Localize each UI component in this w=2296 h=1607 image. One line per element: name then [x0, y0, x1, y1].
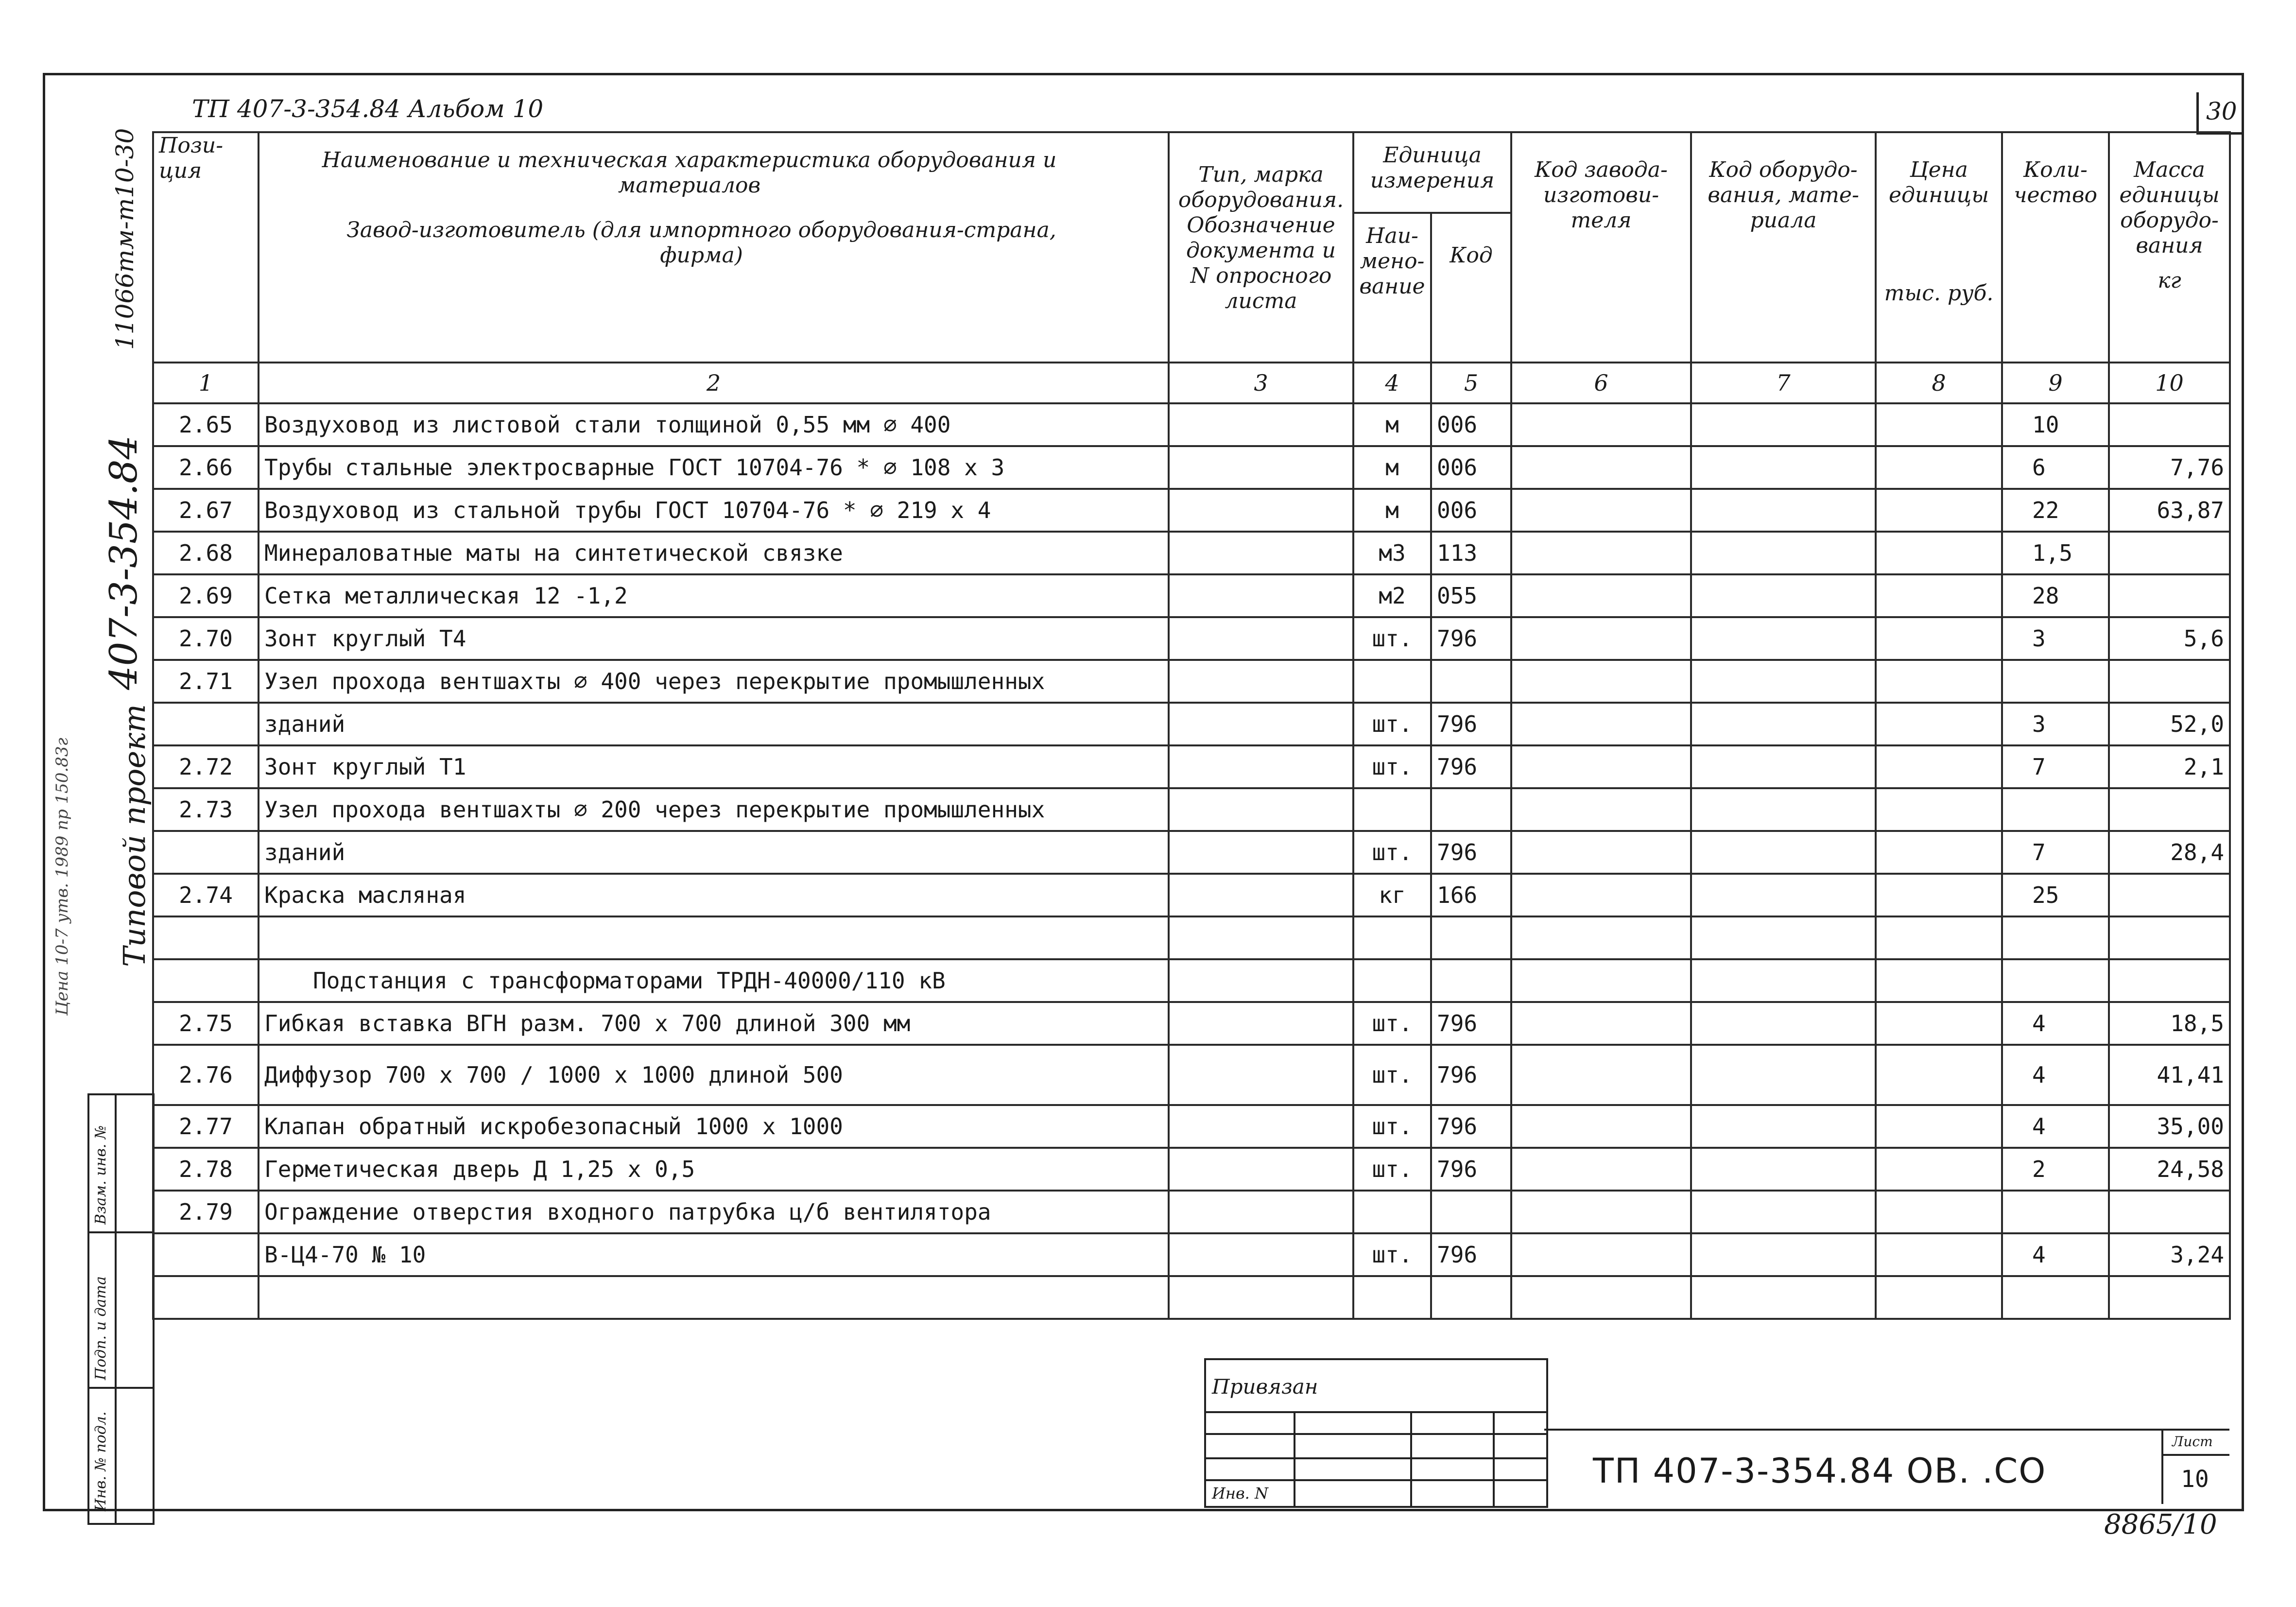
equipment-code-cell: [1691, 1148, 1876, 1191]
specification-table: [152, 131, 2231, 1320]
position-cell: 2.66: [153, 446, 259, 489]
position-cell: [153, 703, 259, 745]
table-row: [153, 874, 2230, 916]
unit-cell: шт.: [1353, 1148, 1431, 1191]
header-row: [153, 132, 2230, 213]
mass-cell: [2109, 532, 2230, 574]
column-number: 4: [1353, 363, 1431, 403]
col-header-position: Пози-ция: [153, 132, 259, 363]
maker-code-cell: [1511, 532, 1691, 574]
type-cell: [1169, 1276, 1353, 1319]
position-cell: 2.71: [153, 660, 259, 703]
mass-cell: 28,4: [2109, 831, 2230, 874]
equipment-code-cell: [1691, 1002, 1876, 1045]
price-cell: [1876, 1191, 2002, 1233]
quantity-cell: [2002, 916, 2109, 959]
name-cell: Герметическая дверь Д 1,25 x 0,5: [259, 1148, 1169, 1191]
sheet-number: 10: [2181, 1466, 2209, 1493]
table-row: [153, 745, 2230, 788]
archive-number: 8865/10: [2104, 1509, 2217, 1540]
table-row: [153, 703, 2230, 745]
equipment-code-cell: [1691, 489, 1876, 532]
position-cell: 2.75: [153, 1002, 259, 1045]
table-row: [153, 617, 2230, 660]
mass-cell: [2109, 1191, 2230, 1233]
position-cell: [153, 916, 259, 959]
maker-code-cell: [1511, 788, 1691, 831]
price-cell: [1876, 1002, 2002, 1045]
type-cell: [1169, 703, 1353, 745]
col-header-quantity: Коли-чество: [2002, 132, 2109, 363]
price-cell: [1876, 916, 2002, 959]
maker-code-cell: [1511, 660, 1691, 703]
unit-cell: [1353, 1276, 1431, 1319]
label-sign-date: Подп. и дата: [92, 1276, 109, 1380]
position-cell: 2.78: [153, 1148, 259, 1191]
maker-code-cell: [1511, 1002, 1691, 1045]
unit-code-cell: 796: [1431, 703, 1511, 745]
table-row: [153, 1191, 2230, 1233]
unit-code-cell: 796: [1431, 745, 1511, 788]
col-header-type: Тип, марка оборудования. Обозначение документа и N опросного листа: [1169, 132, 1353, 363]
column-number: 2: [259, 363, 1169, 403]
price-cell: [1876, 1276, 2002, 1319]
unit-cell: м: [1353, 446, 1431, 489]
attached-label: Привязан: [1212, 1375, 1318, 1399]
table-row: [153, 574, 2230, 617]
label-replace-inv: Взам. инв. №: [92, 1125, 109, 1225]
quantity-cell: 3: [2002, 703, 2109, 745]
col-header-unit-code: Код: [1431, 213, 1511, 363]
mass-cell: [2109, 660, 2230, 703]
maker-code-cell: [1511, 745, 1691, 788]
price-cell: [1876, 745, 2002, 788]
quantity-cell: 6: [2002, 446, 2109, 489]
mass-cell: [2109, 574, 2230, 617]
type-cell: [1169, 403, 1353, 446]
name-cell: Трубы стальные электросварные ГОСТ 10704-76 * ∅ 108 x 3: [259, 446, 1169, 489]
maker-code-cell: [1511, 1105, 1691, 1148]
price-cell: [1876, 403, 2002, 446]
type-cell: [1169, 446, 1353, 489]
name-cell: В-Ц4-70 № 10: [259, 1233, 1169, 1276]
position-cell: 2.68: [153, 532, 259, 574]
price-cell: [1876, 489, 2002, 532]
type-cell: [1169, 1105, 1353, 1148]
side-project-label: Типовой проект: [117, 704, 152, 967]
quantity-cell: 3: [2002, 617, 2109, 660]
name-cell: Узел прохода вентшахты ∅ 400 через перекрытие промышленных: [259, 660, 1169, 703]
equipment-code-cell: [1691, 959, 1876, 1002]
mass-cell: 35,00: [2109, 1105, 2230, 1148]
unit-code-cell: 055: [1431, 574, 1511, 617]
unit-code-cell: 796: [1431, 617, 1511, 660]
price-cell: [1876, 874, 2002, 916]
unit-code-cell: 796: [1431, 831, 1511, 874]
quantity-cell: [2002, 660, 2109, 703]
column-number-row: [153, 363, 2230, 403]
table-row: [153, 1233, 2230, 1276]
equipment-code-cell: [1691, 788, 1876, 831]
section-row: [153, 959, 2230, 1002]
page-number: 30: [2206, 97, 2237, 125]
name-cell: Воздуховод из стальной трубы ГОСТ 10704-76 * ∅ 219 x 4: [259, 489, 1169, 532]
mass-cell: 7,76: [2109, 446, 2230, 489]
maker-code-cell: [1511, 489, 1691, 532]
mass-cell: [2109, 788, 2230, 831]
title-block: [1544, 1429, 2229, 1506]
price-cell: [1876, 788, 2002, 831]
table-row: [153, 1276, 2230, 1319]
unit-code-cell: 796: [1431, 1045, 1511, 1105]
price-cell: [1876, 574, 2002, 617]
unit-cell: шт.: [1353, 831, 1431, 874]
unit-cell: шт.: [1353, 745, 1431, 788]
price-cell: [1876, 959, 2002, 1002]
quantity-cell: 22: [2002, 489, 2109, 532]
maker-code-cell: [1511, 1191, 1691, 1233]
unit-cell: [1353, 660, 1431, 703]
table-row: [153, 1148, 2230, 1191]
maker-code-cell: [1511, 874, 1691, 916]
unit-code-cell: [1431, 916, 1511, 959]
document-reference: ТП 407-3-354.84 Альбом 10: [192, 95, 544, 123]
unit-code-cell: 006: [1431, 446, 1511, 489]
unit-code-cell: 796: [1431, 1233, 1511, 1276]
name-cell: Узел прохода вентшахты ∅ 200 через перекрытие промышленных: [259, 788, 1169, 831]
position-cell: [153, 831, 259, 874]
type-cell: [1169, 788, 1353, 831]
document-designation: ТП 407-3-354.84 ОВ. .СО: [1593, 1451, 2047, 1491]
type-cell: [1169, 574, 1353, 617]
unit-cell: шт.: [1353, 703, 1431, 745]
position-cell: [153, 959, 259, 1002]
mass-cell: [2109, 1276, 2230, 1319]
table-row: [153, 831, 2230, 874]
mass-cell: [2109, 959, 2230, 1002]
maker-code-cell: [1511, 403, 1691, 446]
price-cell: [1876, 703, 2002, 745]
maker-code-cell: [1511, 617, 1691, 660]
quantity-cell: 25: [2002, 874, 2109, 916]
type-cell: [1169, 1148, 1353, 1191]
unit-code-cell: [1431, 660, 1511, 703]
mass-cell: [2109, 403, 2230, 446]
name-cell: [259, 916, 1169, 959]
equipment-code-cell: [1691, 703, 1876, 745]
mass-cell: 18,5: [2109, 1002, 2230, 1045]
quantity-cell: 10: [2002, 403, 2109, 446]
column-number: 8: [1876, 363, 2002, 403]
position-cell: 2.79: [153, 1191, 259, 1233]
unit-cell: м: [1353, 403, 1431, 446]
position-cell: 2.65: [153, 403, 259, 446]
position-cell: 2.69: [153, 574, 259, 617]
maker-code-cell: [1511, 1148, 1691, 1191]
quantity-cell: 7: [2002, 745, 2109, 788]
unit-cell: м2: [1353, 574, 1431, 617]
maker-code-cell: [1511, 574, 1691, 617]
position-cell: 2.70: [153, 617, 259, 660]
type-cell: [1169, 617, 1353, 660]
quantity-cell: 7: [2002, 831, 2109, 874]
unit-cell: [1353, 1191, 1431, 1233]
equipment-code-cell: [1691, 446, 1876, 489]
unit-code-cell: 006: [1431, 489, 1511, 532]
quantity-cell: [2002, 1276, 2109, 1319]
column-number: 7: [1691, 363, 1876, 403]
price-cell: [1876, 532, 2002, 574]
inv-number-label: Инв. N: [1212, 1484, 1268, 1503]
name-cell: Ограждение отверстия входного патрубка ц/б вентилятора: [259, 1191, 1169, 1233]
unit-cell: кг: [1353, 874, 1431, 916]
name-cell: Зонт круглый Т1: [259, 745, 1169, 788]
unit-code-cell: 796: [1431, 1002, 1511, 1045]
unit-cell: [1353, 916, 1431, 959]
table-row: [153, 1105, 2230, 1148]
equipment-code-cell: [1691, 532, 1876, 574]
unit-cell: [1353, 959, 1431, 1002]
col-header-mass: Масса единицы оборудо-вания кг: [2109, 132, 2230, 363]
maker-code-cell: [1511, 1276, 1691, 1319]
unit-cell: шт.: [1353, 1045, 1431, 1105]
side-project-number: 407-3-354.84: [102, 435, 146, 690]
equipment-code-cell: [1691, 574, 1876, 617]
table-row: [153, 1045, 2230, 1105]
unit-code-cell: [1431, 1276, 1511, 1319]
quantity-cell: 4: [2002, 1045, 2109, 1105]
type-cell: [1169, 532, 1353, 574]
unit-cell: шт.: [1353, 617, 1431, 660]
unit-cell: м3: [1353, 532, 1431, 574]
type-cell: [1169, 660, 1353, 703]
quantity-cell: 1,5: [2002, 532, 2109, 574]
column-number: 3: [1169, 363, 1353, 403]
mass-cell: 3,24: [2109, 1233, 2230, 1276]
unit-cell: шт.: [1353, 1002, 1431, 1045]
mass-cell: 41,41: [2109, 1045, 2230, 1105]
quantity-cell: [2002, 788, 2109, 831]
position-cell: [153, 1276, 259, 1319]
name-cell: зданий: [259, 703, 1169, 745]
quantity-cell: 4: [2002, 1105, 2109, 1148]
price-cell: [1876, 617, 2002, 660]
equipment-code-cell: [1691, 1045, 1876, 1105]
name-cell: Воздуховод из листовой стали толщиной 0,55 мм ∅ 400: [259, 403, 1169, 446]
side-stamp-note: Цена 10-7 утв. 1989 пр 150.83г: [52, 738, 72, 1016]
price-cell: [1876, 1105, 2002, 1148]
column-number: 10: [2109, 363, 2230, 403]
mass-cell: 2,1: [2109, 745, 2230, 788]
name-cell: Сетка металлическая 12 -1,2: [259, 574, 1169, 617]
maker-code-cell: [1511, 1233, 1691, 1276]
table-row: [153, 916, 2230, 959]
name-cell: Краска масляная: [259, 874, 1169, 916]
column-number: 9: [2002, 363, 2109, 403]
column-number: 6: [1511, 363, 1691, 403]
attachment-stamp: [1204, 1358, 1548, 1508]
unit-code-cell: 796: [1431, 1105, 1511, 1148]
position-cell: 2.72: [153, 745, 259, 788]
unit-code-cell: [1431, 1191, 1511, 1233]
mass-cell: [2109, 916, 2230, 959]
type-cell: [1169, 831, 1353, 874]
table-row: [153, 446, 2230, 489]
unit-code-cell: 113: [1431, 532, 1511, 574]
col-header-unit-name: Наи-мено-вание: [1353, 213, 1431, 363]
position-cell: 2.74: [153, 874, 259, 916]
price-cell: [1876, 1045, 2002, 1105]
type-cell: [1169, 959, 1353, 1002]
position-cell: 2.73: [153, 788, 259, 831]
price-cell: [1876, 831, 2002, 874]
table-row: [153, 1002, 2230, 1045]
name-cell: [259, 1276, 1169, 1319]
name-cell: Подстанция с трансформаторами ТРДН-40000/110 кВ: [259, 959, 1169, 1002]
maker-code-cell: [1511, 1045, 1691, 1105]
col-header-equipment-code: Код оборудо-вания, мате-риала: [1691, 132, 1876, 363]
mass-cell: 52,0: [2109, 703, 2230, 745]
table-row: [153, 403, 2230, 446]
table-row: [153, 489, 2230, 532]
equipment-code-cell: [1691, 916, 1876, 959]
maker-code-cell: [1511, 831, 1691, 874]
quantity-cell: 28: [2002, 574, 2109, 617]
unit-cell: шт.: [1353, 1233, 1431, 1276]
price-cell: [1876, 1233, 2002, 1276]
quantity-cell: [2002, 959, 2109, 1002]
col-header-unit: Единица измерения: [1353, 132, 1511, 213]
unit-code-cell: 006: [1431, 403, 1511, 446]
maker-code-cell: [1511, 703, 1691, 745]
unit-code-cell: [1431, 788, 1511, 831]
equipment-code-cell: [1691, 403, 1876, 446]
type-cell: [1169, 1002, 1353, 1045]
equipment-code-cell: [1691, 1191, 1876, 1233]
name-cell: Зонт круглый Т4: [259, 617, 1169, 660]
type-cell: [1169, 874, 1353, 916]
equipment-code-cell: [1691, 1276, 1876, 1319]
column-number: 5: [1431, 363, 1511, 403]
equipment-code-cell: [1691, 874, 1876, 916]
price-cell: [1876, 446, 2002, 489]
name-cell: Гибкая вставка ВГН разм. 700 x 700 длиной 300 мм: [259, 1002, 1169, 1045]
name-cell: Минераловатные маты на синтетической связке: [259, 532, 1169, 574]
equipment-code-cell: [1691, 1105, 1876, 1148]
equipment-code-cell: [1691, 617, 1876, 660]
table-row: [153, 788, 2230, 831]
mass-cell: [2109, 874, 2230, 916]
position-cell: 2.76: [153, 1045, 259, 1105]
maker-code-cell: [1511, 916, 1691, 959]
equipment-code-cell: [1691, 1233, 1876, 1276]
col-header-maker-code: Код завода-изготови-теля: [1511, 132, 1691, 363]
equipment-code-cell: [1691, 831, 1876, 874]
type-cell: [1169, 916, 1353, 959]
table-row: [153, 660, 2230, 703]
col-header-name: Наименование и техническая характеристика оборудования и материалов Завод-изготовитель (для импортного оборудования-страна, фирма): [259, 132, 1169, 363]
maker-code-cell: [1511, 959, 1691, 1002]
quantity-cell: 2: [2002, 1148, 2109, 1191]
equipment-code-cell: [1691, 660, 1876, 703]
label-inv-original: Инв. № подл.: [92, 1411, 109, 1511]
equipment-code-cell: [1691, 745, 1876, 788]
type-cell: [1169, 489, 1353, 532]
name-cell: Диффузор 700 x 700 / 1000 x 1000 длиной 500: [259, 1045, 1169, 1105]
unit-code-cell: [1431, 959, 1511, 1002]
unit-cell: шт.: [1353, 1105, 1431, 1148]
name-cell: зданий: [259, 831, 1169, 874]
sheet-label: Лист: [2172, 1434, 2213, 1450]
type-cell: [1169, 745, 1353, 788]
type-cell: [1169, 1045, 1353, 1105]
position-cell: 2.67: [153, 489, 259, 532]
mass-cell: 5,6: [2109, 617, 2230, 660]
quantity-cell: 4: [2002, 1233, 2109, 1276]
type-cell: [1169, 1233, 1353, 1276]
table-row: [153, 532, 2230, 574]
mass-cell: 24,58: [2109, 1148, 2230, 1191]
unit-code-cell: 166: [1431, 874, 1511, 916]
unit-cell: [1353, 788, 1431, 831]
mass-cell: 63,87: [2109, 489, 2230, 532]
quantity-cell: 4: [2002, 1002, 2109, 1045]
column-number: 1: [153, 363, 259, 403]
name-cell: Клапан обратный искробезопасный 1000 x 1000: [259, 1105, 1169, 1148]
type-cell: [1169, 1191, 1353, 1233]
side-code: 11066тм-т10-30: [111, 128, 139, 350]
col-header-price: Цена единицы тыс. руб.: [1876, 132, 2002, 363]
price-cell: [1876, 1148, 2002, 1191]
quantity-cell: [2002, 1191, 2109, 1233]
position-cell: [153, 1233, 259, 1276]
maker-code-cell: [1511, 446, 1691, 489]
price-cell: [1876, 660, 2002, 703]
unit-code-cell: 796: [1431, 1148, 1511, 1191]
unit-cell: м: [1353, 489, 1431, 532]
position-cell: 2.77: [153, 1105, 259, 1148]
